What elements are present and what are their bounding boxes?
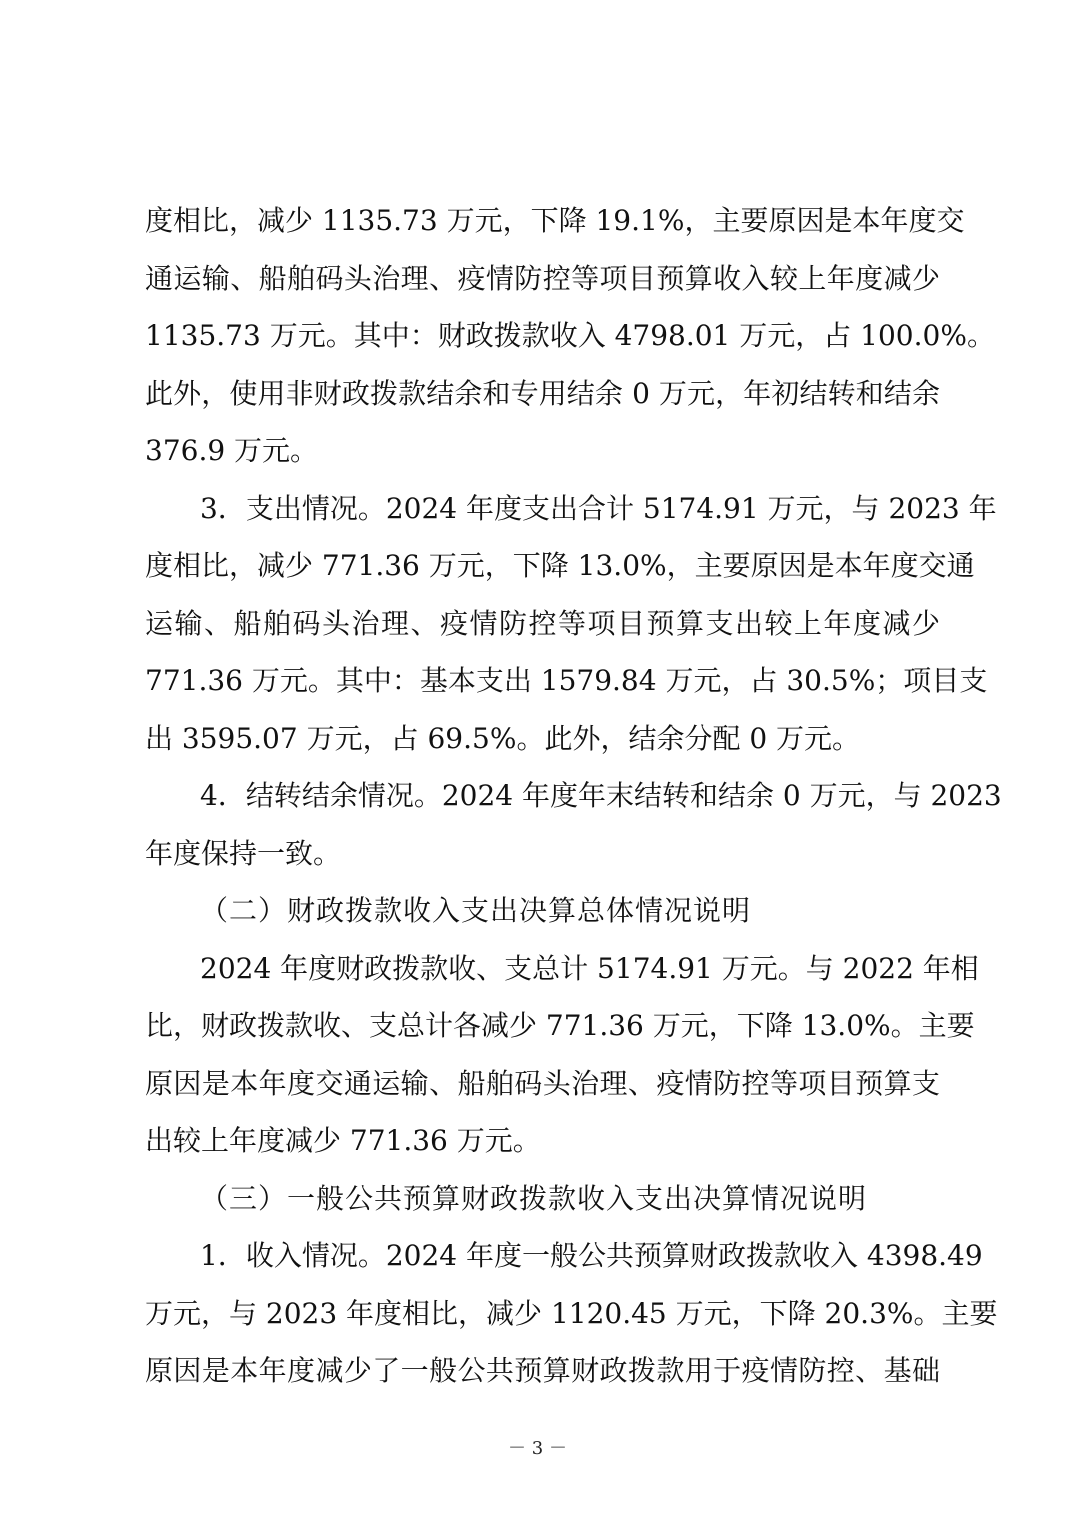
paragraph-1-line-3: 1135.73 万元。其中：财政拨款收入 4798.01 万元，占 100.0%。	[145, 319, 995, 352]
paragraph-4-line-2: 比，财政拨款收、支总计各减少 771.36 万元，下降 13.0%。主要	[145, 1009, 975, 1042]
section-heading-3: （三）一般公共预算财政拨款收入支出决算情况说明	[200, 1182, 868, 1215]
paragraph-1-line-1: 度相比，减少 1135.73 万元，下降 19.1%，主要原因是本年度交	[145, 204, 965, 237]
section-heading-2: （二）财政拨款收入支出决算总体情况说明	[200, 894, 752, 927]
paragraph-5-line-3: 原因是本年度减少了一般公共预算财政拨款用于疫情防控、基础	[145, 1354, 940, 1387]
paragraph-4-line-3: 原因是本年度交通运输、船舶码头治理、疫情防控等项目预算支	[145, 1067, 940, 1100]
paragraph-5-line-2: 万元，与 2023 年度相比，减少 1120.45 万元，下降 20.3%。主要	[145, 1297, 998, 1330]
paragraph-3-line-2: 年度保持一致。	[145, 837, 342, 870]
page-number: － 3 －	[508, 1438, 567, 1459]
paragraph-2-line-3: 运输、船舶码头治理、疫情防控等项目预算支出较上年度减少	[145, 607, 940, 640]
paragraph-3-line-1: 4．结转结余情况。2024 年度年末结转和结余 0 万元，与 2023	[200, 779, 1002, 812]
paragraph-2-line-2: 度相比，减少 771.36 万元，下降 13.0%，主要原因是本年度交通	[145, 549, 975, 582]
paragraph-2-line-1: 3．支出情况。2024 年度支出合计 5174.91 万元，与 2023 年	[200, 492, 997, 525]
paragraph-1-line-5: 376.9 万元。	[145, 434, 319, 467]
paragraph-1-line-2: 通运输、船舶码头治理、疫情防控等项目预算收入较上年度减少	[145, 262, 940, 295]
paragraph-4-line-4: 出较上年度减少 771.36 万元。	[145, 1124, 541, 1157]
paragraph-2-line-4: 771.36 万元。其中：基本支出 1579.84 万元，占 30.5%；项目支	[145, 664, 988, 697]
paragraph-5-line-1: 1．收入情况。2024 年度一般公共预算财政拨款收入 4398.49	[200, 1239, 983, 1272]
paragraph-4-line-1: 2024 年度财政拨款收、支总计 5174.91 万元。与 2022 年相	[200, 952, 979, 985]
paragraph-1-line-4: 此外，使用非财政拨款结余和专用结余 0 万元，年初结转和结余	[145, 377, 940, 410]
paragraph-2-line-5: 出 3595.07 万元，占 69.5%。此外，结余分配 0 万元。	[145, 722, 861, 755]
